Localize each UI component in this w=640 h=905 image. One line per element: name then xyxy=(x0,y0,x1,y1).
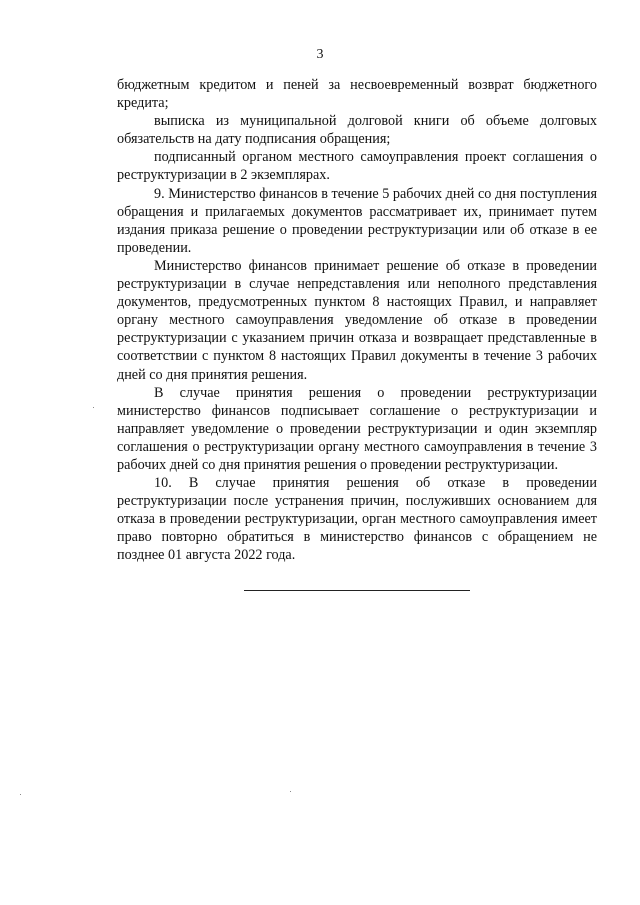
paragraph-approval-decision: В случае принятия решения о проведении реструктуризации министерство финансов подписывает соглашение о реструктуризации и направляет уведомление о проведении реструктуризации и один экземпляр соглашения о реструктуризации органу местного самоуправления в течение 3 рабочих дней со дня принятия решения о проведении реструктуризации. xyxy=(117,384,597,473)
page-number: 3 xyxy=(316,47,324,62)
paragraph-draft-agreement: подписанный органом местного самоуправления проект соглашения о реструктуризации в 2 экземплярах. xyxy=(117,149,597,184)
paragraph-refusal-decision: Министерство финансов принимает решение об отказе в проведении реструктуризации в случае непредставления или неполного представления документов, предусмотренных пунктом 8 настоящих Правил, и направляет органу местного самоуправления уведомление об отказе в проведении реструктуризации с указанием причин отказа и возвращает представленные в соответствии с пунктом 8 настоящих Правил документы в течение 3 рабочих дней со дня принятия решения. xyxy=(117,257,597,383)
paragraph-item-9: 9. Министерство финансов в течение 5 рабочих дней со дня поступления обращения и прилагаемых документов рассматривает их, принимает путем издания приказа решение о проведении реструктуризации или об отказе в ее проведении. xyxy=(117,185,597,256)
scan-speck xyxy=(93,407,94,408)
scan-speck xyxy=(20,794,21,795)
end-of-text-rule xyxy=(244,590,470,591)
scan-speck xyxy=(290,791,291,792)
paragraph-continuation: бюджетным кредитом и пеней за несвоевременный возврат бюджетного кредита; xyxy=(117,77,597,112)
paragraph-debt-book-extract: выписка из муниципальной долговой книги об объеме долговых обязательств на дату подписания обращения; xyxy=(117,113,597,148)
paragraph-item-10: 10. В случае принятия решения об отказе в проведении реструктуризации после устранения причин, послуживших основанием для отказа в проведении реструктуризации, орган местного самоуправления имеет право повторно обратиться в министерство финансов с обращением не позднее 01 августа 2022 года. xyxy=(117,475,597,564)
document-body xyxy=(117,76,597,565)
